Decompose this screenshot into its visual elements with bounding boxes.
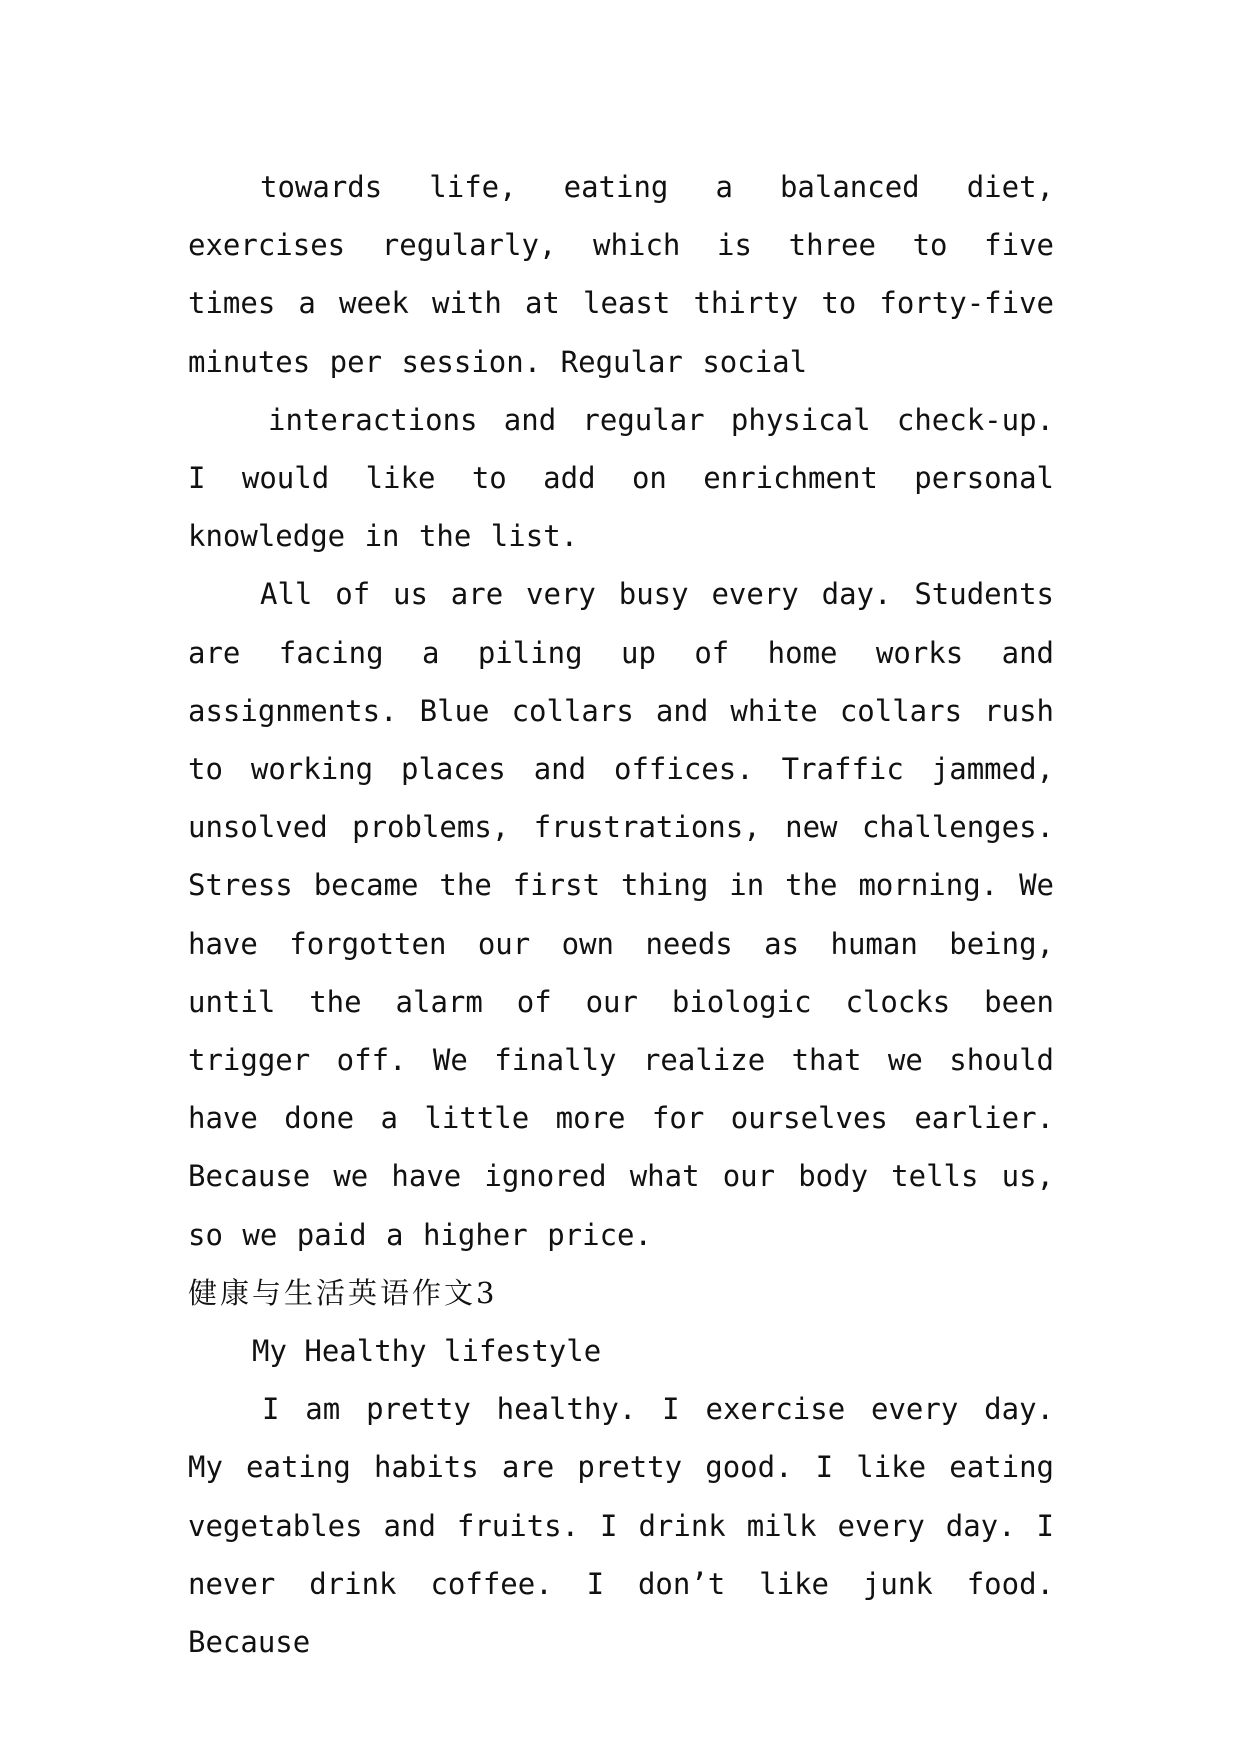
paragraph-3: All of us are very busy every day. Students are facing a piling up of home works and assignments. Blue collars and white collars rush to working places and offices. Traffic jammed, unsolved problems, frustrations, new challenges. Stress became the first thing in the morning. We have forgotten our own needs as human being, until the alarm of our biologic clocks been trigger off. We finally realize that we should have done a little more for ourselves earlier. Because we have ignored what our body tells us, so we paid a higher price. xyxy=(188,577,1054,1252)
essay-paragraph: I am pretty healthy. I exercise every day. My eating habits are pretty good. I like eating vegetables and fruits. I drink milk every day. I never drink coffee. I don’t like junk food. Because xyxy=(188,1392,1054,1660)
paragraph-1: towards life, eating a balanced diet, exercises regularly, which is three to five times a week with at least thirty to forty-five minutes per session. Regular social xyxy=(188,170,1054,379)
paragraph-2: interactions and regular physical check-up. I would like to add on enrichment personal knowledge in the list. xyxy=(188,402,1054,554)
section-heading: 健康与生活英语作文3 xyxy=(188,1275,498,1310)
essay-title: My Healthy lifestyle xyxy=(252,1334,602,1369)
document-body xyxy=(188,158,1054,1671)
